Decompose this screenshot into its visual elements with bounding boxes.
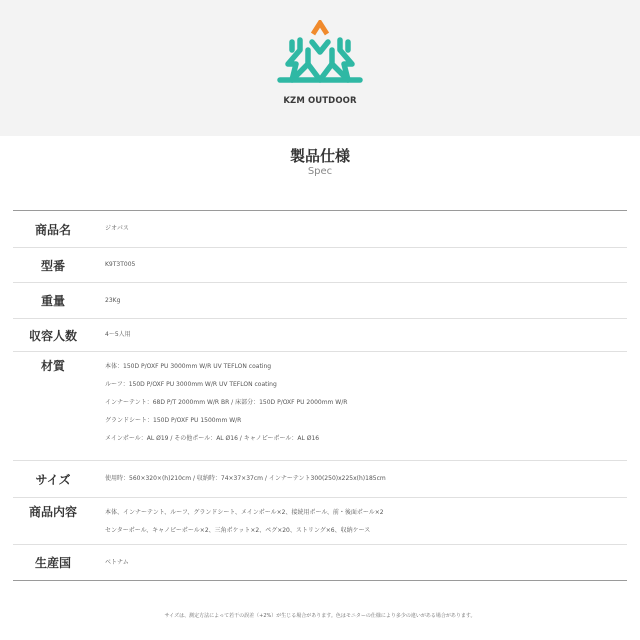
logo-text: KZM OUTDOOR	[283, 96, 357, 106]
kzm-logo	[272, 20, 368, 116]
spec-value	[93, 461, 627, 497]
spec-value	[93, 319, 627, 351]
footer-note: サイズは、測定方法によって若干の誤差（+2%）が生じる場合があります。色はモニターの仕様により多少の違いがある場合があります。	[164, 613, 476, 619]
spec-value	[93, 211, 627, 247]
spec-row-size	[13, 461, 627, 498]
spec-label: 商品名	[34, 222, 71, 237]
page-subtitle: Spec	[307, 166, 333, 177]
spec-value-line: ベトナム	[105, 558, 129, 566]
spec-label: 型番	[40, 258, 65, 273]
spec-row-weight	[13, 283, 627, 319]
spec-value-line: センターポール、キャノピーポール×2、三角ポケット×2、ペグ×20、ストリング×6、収納ケース	[105, 527, 371, 534]
spec-label: 材質	[40, 359, 65, 373]
spec-label: サイズ	[35, 472, 71, 487]
spec-value-line: 本体：150D P/OXF PU 3000mm W/R UV TEFLON coating	[105, 363, 272, 370]
header-banner	[0, 0, 640, 136]
spec-value	[93, 352, 627, 460]
spec-value	[93, 498, 627, 544]
spec-value	[93, 283, 627, 318]
spec-row-country	[13, 545, 627, 580]
spec-label: 商品内容	[28, 505, 77, 519]
spec-label: 重量	[40, 294, 65, 308]
spec-value-line: 4〜5人用	[105, 331, 131, 338]
spec-value	[93, 545, 627, 580]
spec-label: 生産国	[34, 556, 71, 570]
spec-row-contents	[13, 498, 627, 545]
spec-value-line: ルーフ：150D P/OXF PU 3000mm W/R UV TEFLON coating	[105, 381, 277, 388]
spec-row-capacity	[13, 319, 627, 352]
spec-value-line: 23Kg	[105, 296, 121, 304]
spec-row-product-name	[13, 211, 627, 248]
spec-value-line: K9T3T005	[105, 261, 136, 268]
tent-logo-icon	[272, 20, 368, 96]
spec-table	[13, 210, 627, 581]
spec-row-material	[13, 352, 627, 461]
spec-value-line: ジオパス	[105, 225, 129, 232]
page-title: 製品仕様	[289, 147, 350, 165]
spec-value-line: インナーテント：68D P/T 2000mm W/R BR / 床部分：150D P/OXF PU 2000mm W/R	[105, 399, 348, 406]
spec-value-line: 使用時：560×320×(h)210cm / 収納時：74×37×37cm / インナーテント300(250)x225x(h)185cm	[105, 475, 386, 482]
spec-label: 収容人数	[28, 328, 77, 343]
spec-value-line: 本体、インナーテント、ルーフ、グランドシート、メインポール×2、接続用ポール、前・後面ポール×2	[105, 509, 384, 516]
spec-value-line: メインポール：AL Ø19 / その他ポール：AL Ø16 / キャノピーポール：AL Ø16	[105, 435, 320, 442]
spec-row-model-number	[13, 248, 627, 283]
spec-value	[93, 248, 627, 282]
spec-value-line: グランドシート：150D P/OXF PU 1500mm W/R	[105, 417, 242, 424]
